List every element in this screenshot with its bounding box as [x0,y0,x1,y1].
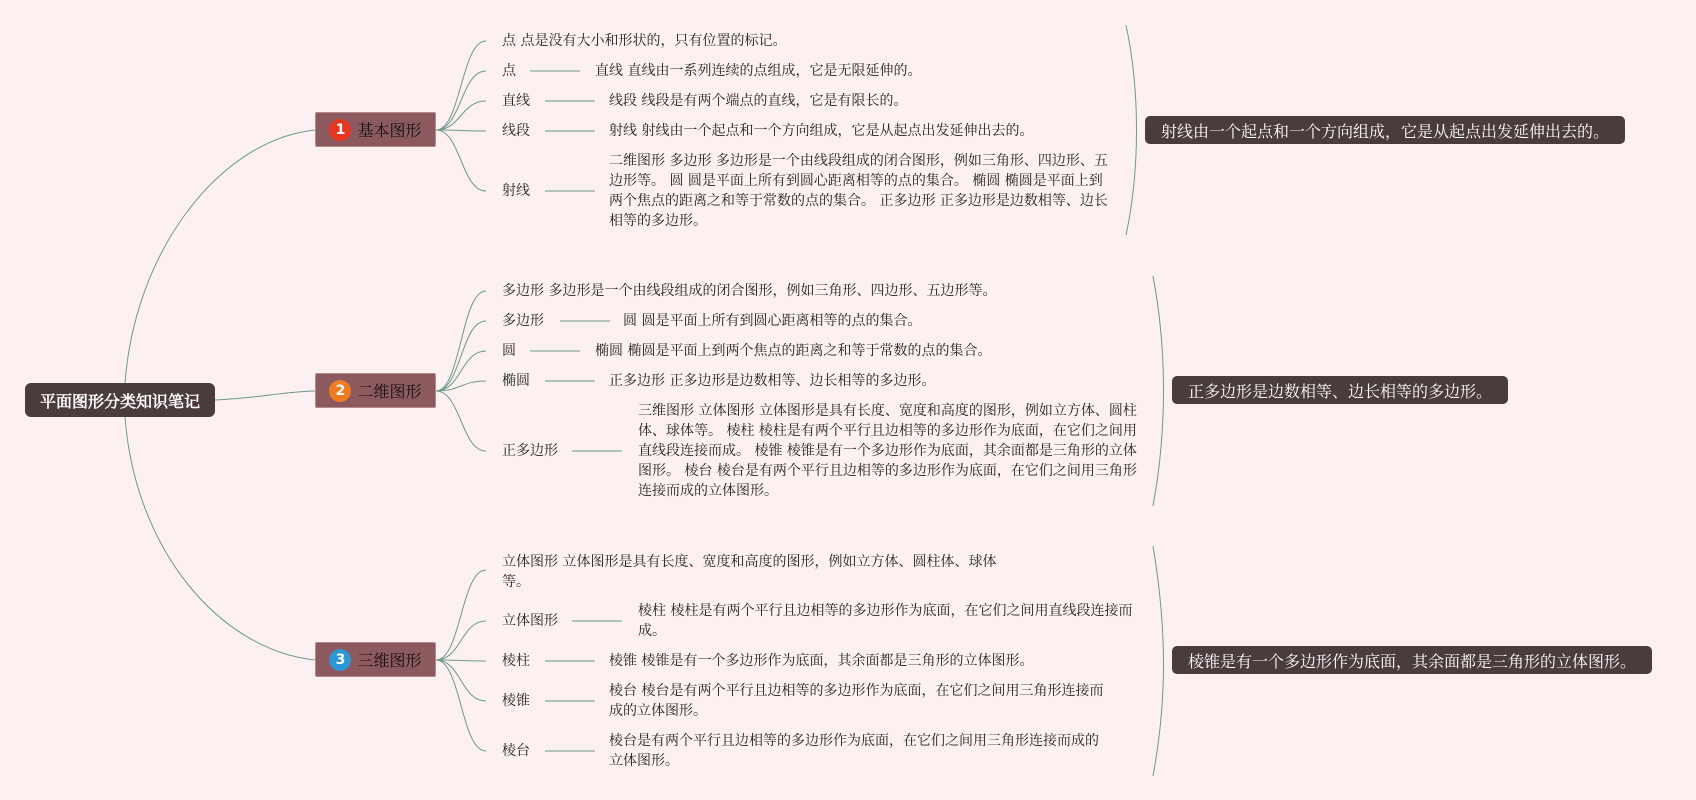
number-badge-2: 2 [329,380,351,402]
topic-label[interactable]: 多边形 [502,313,544,329]
connector-line [436,71,486,130]
topic-detail[interactable]: 直线 直线由一系列连续的点组成，它是无限延伸的。 [595,63,922,79]
connector-line [436,321,486,391]
topic-detail[interactable]: 线段 线段是有两个端点的直线，它是有限长的。 [609,93,908,109]
head-topic[interactable]: 点 点是没有大小和形状的，只有位置的标记。 [502,33,787,49]
connector-line [436,660,486,701]
connector-line [1126,25,1137,235]
connector-line [436,660,486,751]
connector-line [436,660,486,661]
topic-detail[interactable]: 圆 圆是平面上所有到圆心距离相等的点的集合。 [623,313,922,329]
branch-node-3d[interactable] [315,642,436,677]
topic-detail[interactable]: 棱台 棱台是有两个平行且边相等的多边形作为底面，在它们之间用三角形连接而成的立体图形。 [609,683,1104,719]
topic-label[interactable]: 点 [502,63,516,79]
summary-node[interactable]: 正多边形是边数相等、边长相等的多边形。 [1172,376,1508,404]
head-topic[interactable]: 多边形 多边形是一个由线段组成的闭合图形，例如三角形、四边形、五边形等。 [502,283,997,299]
topic-label[interactable]: 线段 [502,123,530,139]
branch-node-2d[interactable] [315,373,436,408]
topic-label[interactable]: 立体图形 [502,613,558,629]
topic-label[interactable]: 直线 [502,93,530,109]
connector-line [1153,276,1164,506]
connector-line [436,391,486,451]
connector-line [436,130,486,131]
topic-label[interactable]: 棱柱 [502,653,530,669]
number-badge-1: 1 [329,119,351,141]
topic-detail[interactable]: 棱柱 棱柱是有两个平行且边相等的多边形作为底面，在它们之间用直线段连接而成。 [638,603,1133,639]
topic-detail[interactable]: 二维图形 多边形 多边形是一个由线段组成的闭合图形，例如三角形、四边形、五边形等。 圆 圆是平面上所有到圆心距离相等的点的集合。 椭圆 椭圆是平面上到两个焦点的距离之和等于常数的点的集合。 正多边形 正多边形是边数相等、边长相等的多边形。 [609,153,1108,229]
topic-label[interactable]: 正多边形 [502,443,558,459]
head-topic[interactable]: 立体图形 立体图形是具有长度、宽度和高度的图形，例如立方体、圆柱体、球体等。 [502,554,997,590]
topic-label[interactable]: 棱台 [502,743,530,759]
connector-line [125,417,315,660]
summary-node[interactable]: 射线由一个起点和一个方向组成，它是从起点出发延伸出去的。 [1145,116,1625,144]
topic-detail[interactable]: 正多边形 正多边形是边数相等、边长相等的多边形。 [609,373,936,389]
summary-node[interactable]: 棱锥是有一个多边形作为底面，其余面都是三角形的立体图形。 [1172,646,1652,674]
topic-label[interactable]: 椭圆 [502,373,530,389]
topic-label[interactable]: 棱锥 [502,693,530,709]
connector-line [436,130,486,191]
connector-line [436,570,486,660]
connector-line [436,291,486,391]
branch-label: 二维图形 [357,382,422,401]
topic-detail[interactable]: 棱台是有两个平行且边相等的多边形作为底面，在它们之间用三角形连接而成的立体图形。 [609,733,1099,769]
number-badge-3: 3 [329,649,351,671]
connector-line [215,391,315,400]
topic-detail[interactable]: 射线 射线由一个起点和一个方向组成，它是从起点出发延伸出去的。 [609,123,1034,139]
topic-detail[interactable]: 三维图形 立体图形 立体图形是具有长度、宽度和高度的图形，例如立方体、圆柱体、球体等。 棱柱 棱柱是有两个平行且边相等的多边形作为底面，在它们之间用直线段连接而成。 棱锥 棱锥是有一个多边形作为底面，其余面都是三角形的立体图形。 棱台 棱台是有两个平行且边相等的多边形作为底面，在它们之间用三角形连接而成的立体图形。 [638,403,1137,499]
branch-label: 三维图形 [357,651,422,670]
connector-line [436,621,486,660]
root-node[interactable]: 平面图形分类知识笔记 [25,383,215,417]
branch-node-basic[interactable] [315,112,436,147]
branch-label: 基本图形 [357,121,422,140]
connector-line [1153,546,1164,776]
connector-line [436,101,486,130]
topic-detail[interactable]: 椭圆 椭圆是平面上到两个焦点的距离之和等于常数的点的集合。 [595,343,992,359]
topic-detail[interactable]: 棱锥 棱锥是有一个多边形作为底面，其余面都是三角形的立体图形。 [609,653,1034,669]
connector-line [436,41,486,130]
topic-label[interactable]: 圆 [502,343,516,359]
topic-label[interactable]: 射线 [502,183,530,199]
connector-line [125,130,315,383]
